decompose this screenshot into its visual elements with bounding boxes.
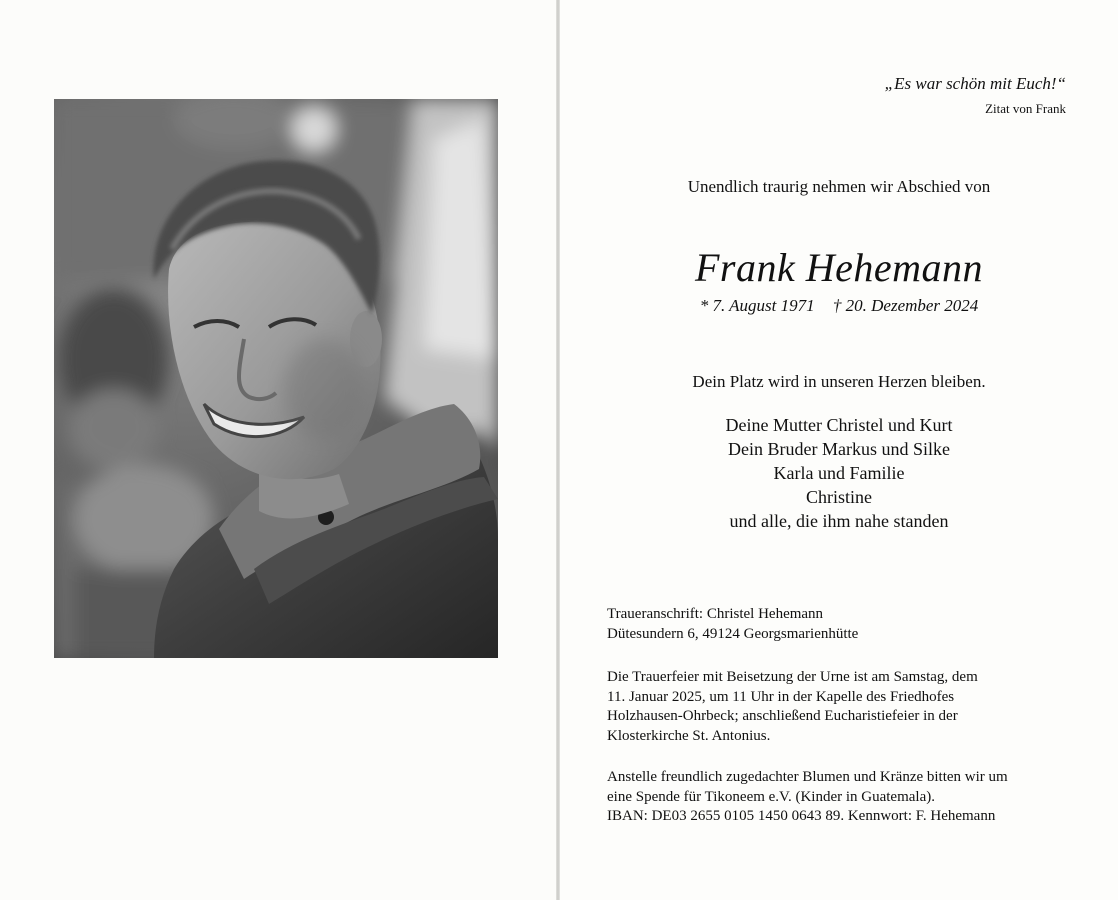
quote-source: Zitat von Frank xyxy=(985,101,1066,116)
mourners-list xyxy=(560,413,1118,533)
portrait-photo xyxy=(54,99,498,658)
portrait-photo-icon xyxy=(54,99,498,658)
mourner-line: und alle, die ihm nahe standen xyxy=(729,511,949,531)
donation-info xyxy=(607,768,1077,827)
ceremony-line: Die Trauerfeier mit Beisetzung der Urne ist am Samstag, dem xyxy=(607,669,978,685)
birth-date: * 7. August 1971 xyxy=(699,296,815,315)
quote-text: „Es war schön mit Euch!“ xyxy=(884,74,1066,93)
ceremony-line: 11. Januar 2025, um 11 Uhr in der Kapelle des Friedhofes xyxy=(607,688,955,705)
address-line: Traueranschrift: Christel Hehemann xyxy=(607,606,824,622)
mourning-address xyxy=(607,605,1077,644)
life-dates xyxy=(560,296,1118,316)
donation-line: IBAN: DE03 2655 0105 1450 0643 89. Kennwort: F. Hehemann xyxy=(607,808,996,824)
ceremony-info xyxy=(607,668,1077,746)
mourner-line: Dein Bruder Markus und Silke xyxy=(728,439,950,459)
death-date: † 20. Dezember 2024 xyxy=(832,296,979,315)
mourner-line: Deine Mutter Christel und Kurt xyxy=(725,415,953,435)
mourner-line: Karla und Familie xyxy=(773,463,905,483)
donation-line: Anstelle freundlich zugedachter Blumen und Kränze bitten wir um xyxy=(607,769,1008,785)
address-line: Dütesundern 6, 49124 Georgsmarienhütte xyxy=(607,625,859,642)
deceased-name: Frank Hehemann xyxy=(694,245,984,290)
motto-text: Dein Platz wird in unseren Herzen bleiben. xyxy=(692,372,986,391)
ceremony-line: Klosterkirche St. Antonius. xyxy=(607,727,771,744)
left-page xyxy=(0,0,556,900)
mourner-line: Christine xyxy=(806,487,872,507)
right-page xyxy=(560,0,1118,900)
intro-text: Unendlich traurig nehmen wir Abschied von xyxy=(687,177,991,196)
donation-line: eine Spende für Tikoneem e.V. (Kinder in Guatemala). xyxy=(607,788,935,805)
ceremony-line: Holzhausen-Ohrbeck; anschließend Eucharistiefeier in der xyxy=(607,708,958,724)
